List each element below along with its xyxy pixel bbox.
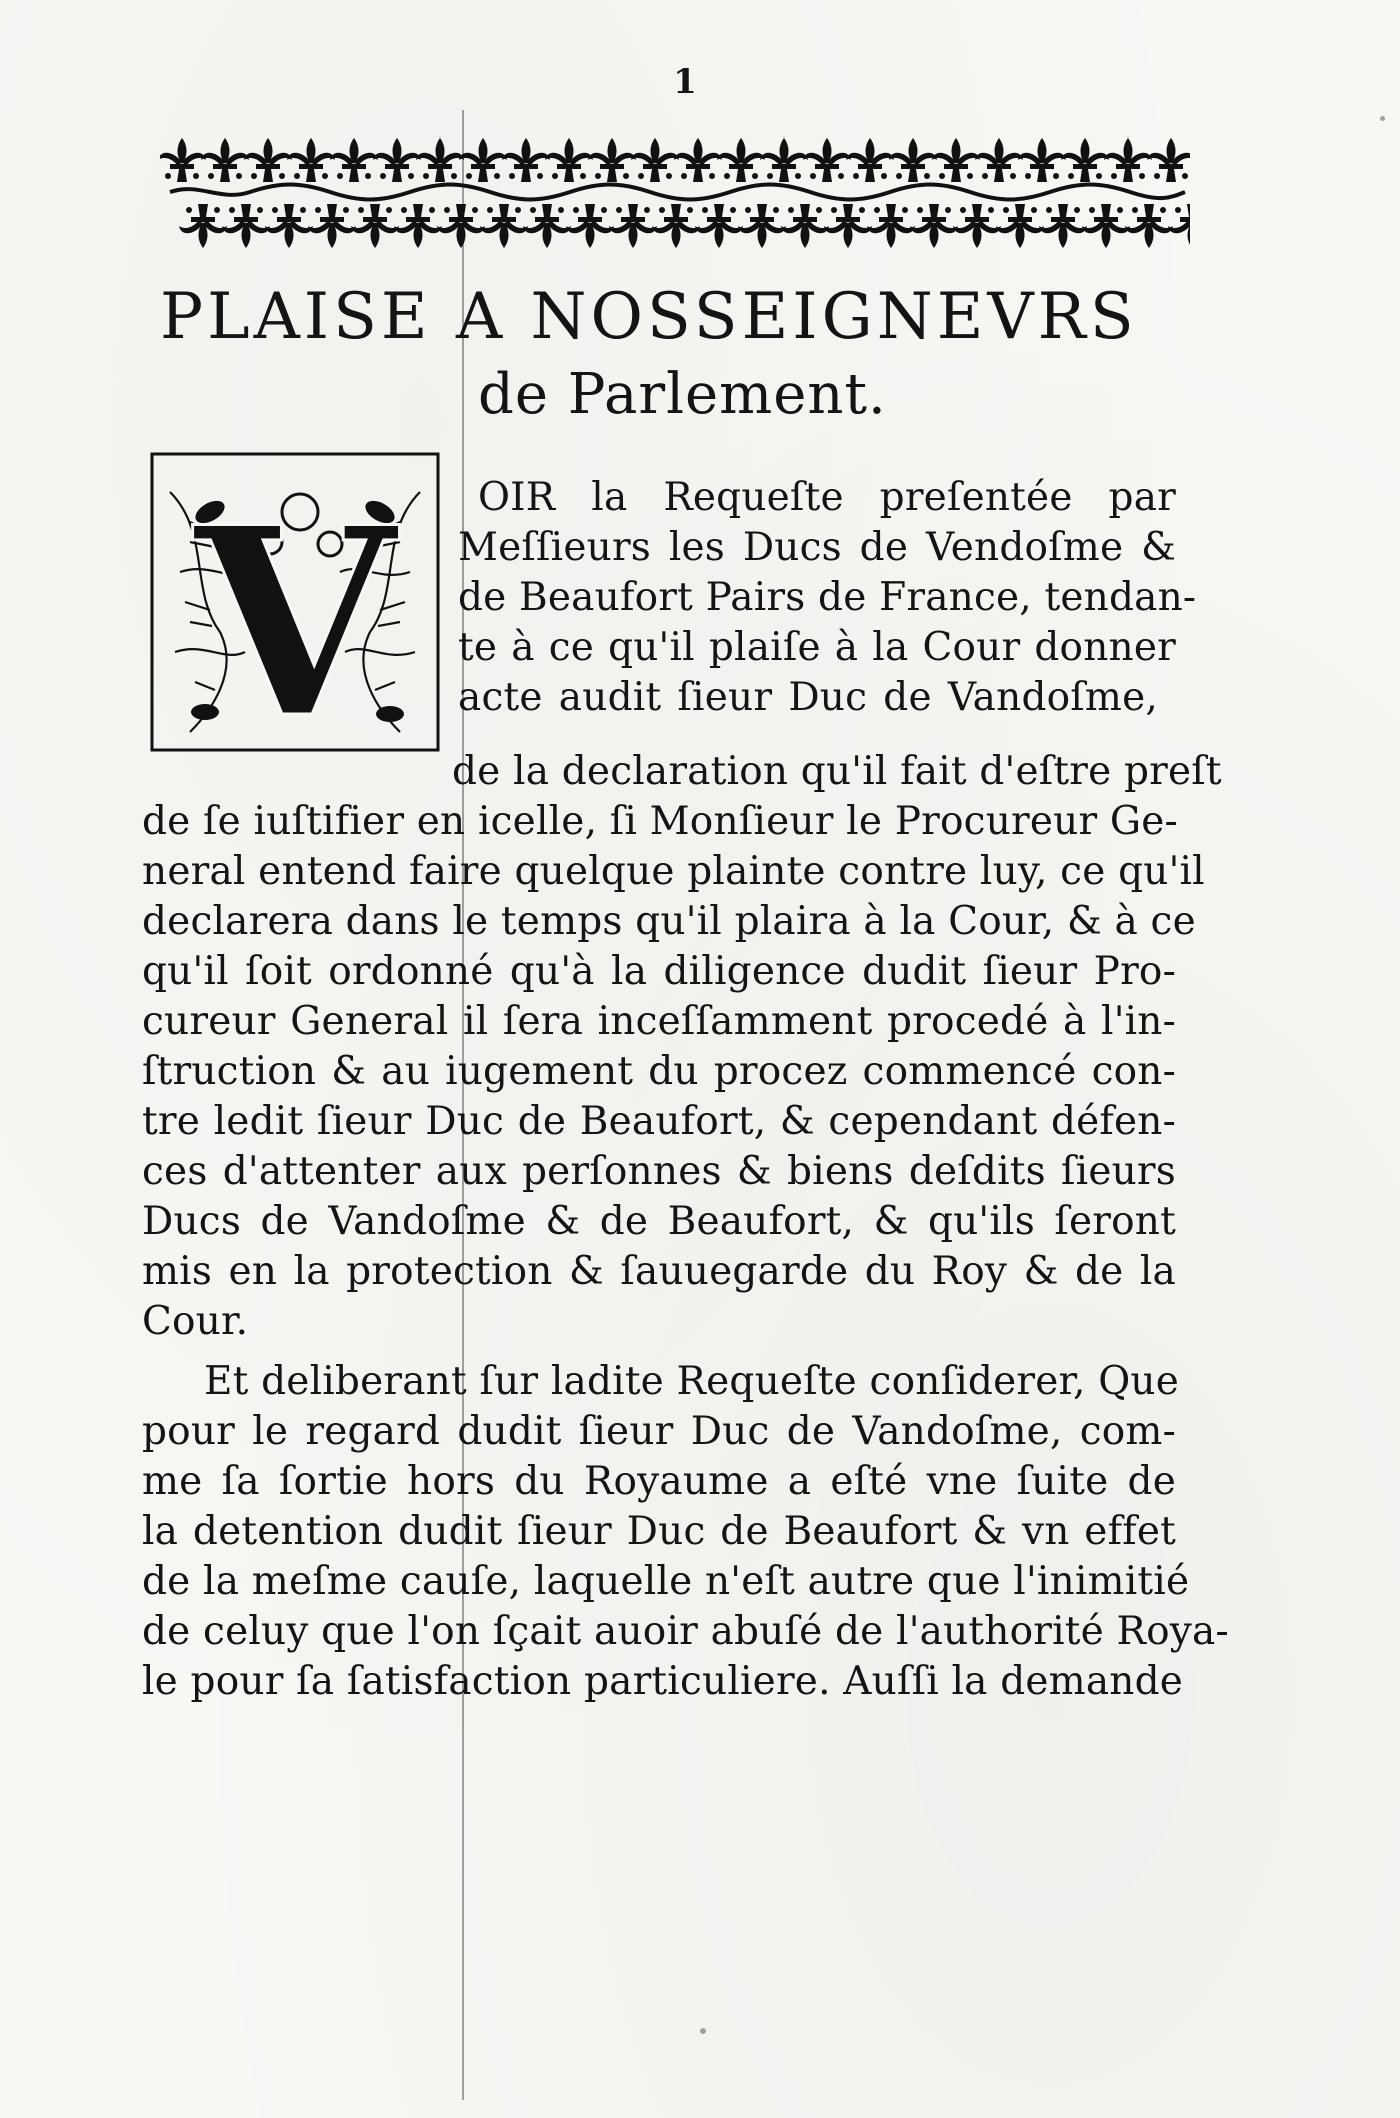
body-line: ſtruction & au iugement du procez commencé con- <box>142 1049 1176 1094</box>
body-line: Meſſieurs les Ducs de Vendoſme & <box>458 525 1176 570</box>
body-line: de ſe iuſtifier en icelle, ſi Monſieur le Procureur Ge- <box>142 799 1178 844</box>
body-line: mis en la protection & ſauuegarde du Roy & de la <box>142 1249 1176 1294</box>
decorated-initial-v <box>150 452 440 752</box>
body-line: tre ledit ſieur Duc de Beaufort, & cependant défen- <box>142 1099 1176 1144</box>
heading-line-1: PLAISE A NOSSEIGNEVRS <box>160 280 1138 354</box>
body-line: acte audit ſieur Duc de Vandoſme, <box>458 675 1158 720</box>
body-line: pour le regard dudit ſieur Duc de Vandoſme, com- <box>142 1409 1176 1454</box>
page-number: 1 <box>673 62 697 102</box>
body-line: OIR la Requeſte preſentée par <box>478 475 1176 520</box>
drop-cap-letter: V <box>194 471 396 752</box>
scan-speck <box>700 2028 706 2034</box>
body-line: de Beaufort Pairs de France, tendan- <box>458 575 1197 620</box>
body-line: Et deliberant ſur ladite Requeſte conſiderer, Que <box>204 1359 1179 1404</box>
heading-line-2: de Parlement. <box>478 362 887 427</box>
body-line: neral entend faire quelque plainte contre luy, ce qu'il <box>142 849 1205 894</box>
body-line: te à ce qu'il plaiſe à la Cour donner <box>458 625 1176 670</box>
body-line: de la meſme cauſe, laquelle n'eſt autre que l'inimitié <box>142 1559 1190 1604</box>
body-line: Cour. <box>142 1299 249 1344</box>
body-line: de la declaration qu'il fait d'eſtre preſt <box>452 749 1222 794</box>
body-line: ces d'attenter aux perſonnes & biens deſdits ſieurs <box>142 1149 1176 1194</box>
body-line: cureur General il ſera inceſſamment procedé à l'in- <box>142 999 1176 1044</box>
scan-speck <box>1380 116 1385 121</box>
body-line: me ſa ſortie hors du Royaume a eſté vne ſuite de <box>142 1459 1176 1504</box>
body-line: de celuy que l'on ſçait auoir abuſé de l'authorité Roya- <box>142 1609 1229 1654</box>
body-line: declarera dans le temps qu'il plaira à la Cour, & à ce <box>142 899 1196 944</box>
body-line: la detention dudit ſieur Duc de Beaufort & vn effet <box>142 1509 1176 1554</box>
body-line: le pour ſa ſatisfaction particuliere. Auſſi la demande <box>142 1659 1184 1704</box>
body-line: qu'il ſoit ordonné qu'à la diligence dudit ſieur Pro- <box>142 949 1176 994</box>
body-line: Ducs de Vandoſme & de Beaufort, & qu'ils ſeront <box>142 1199 1176 1244</box>
fleuron-ornament-band <box>160 128 1190 258</box>
